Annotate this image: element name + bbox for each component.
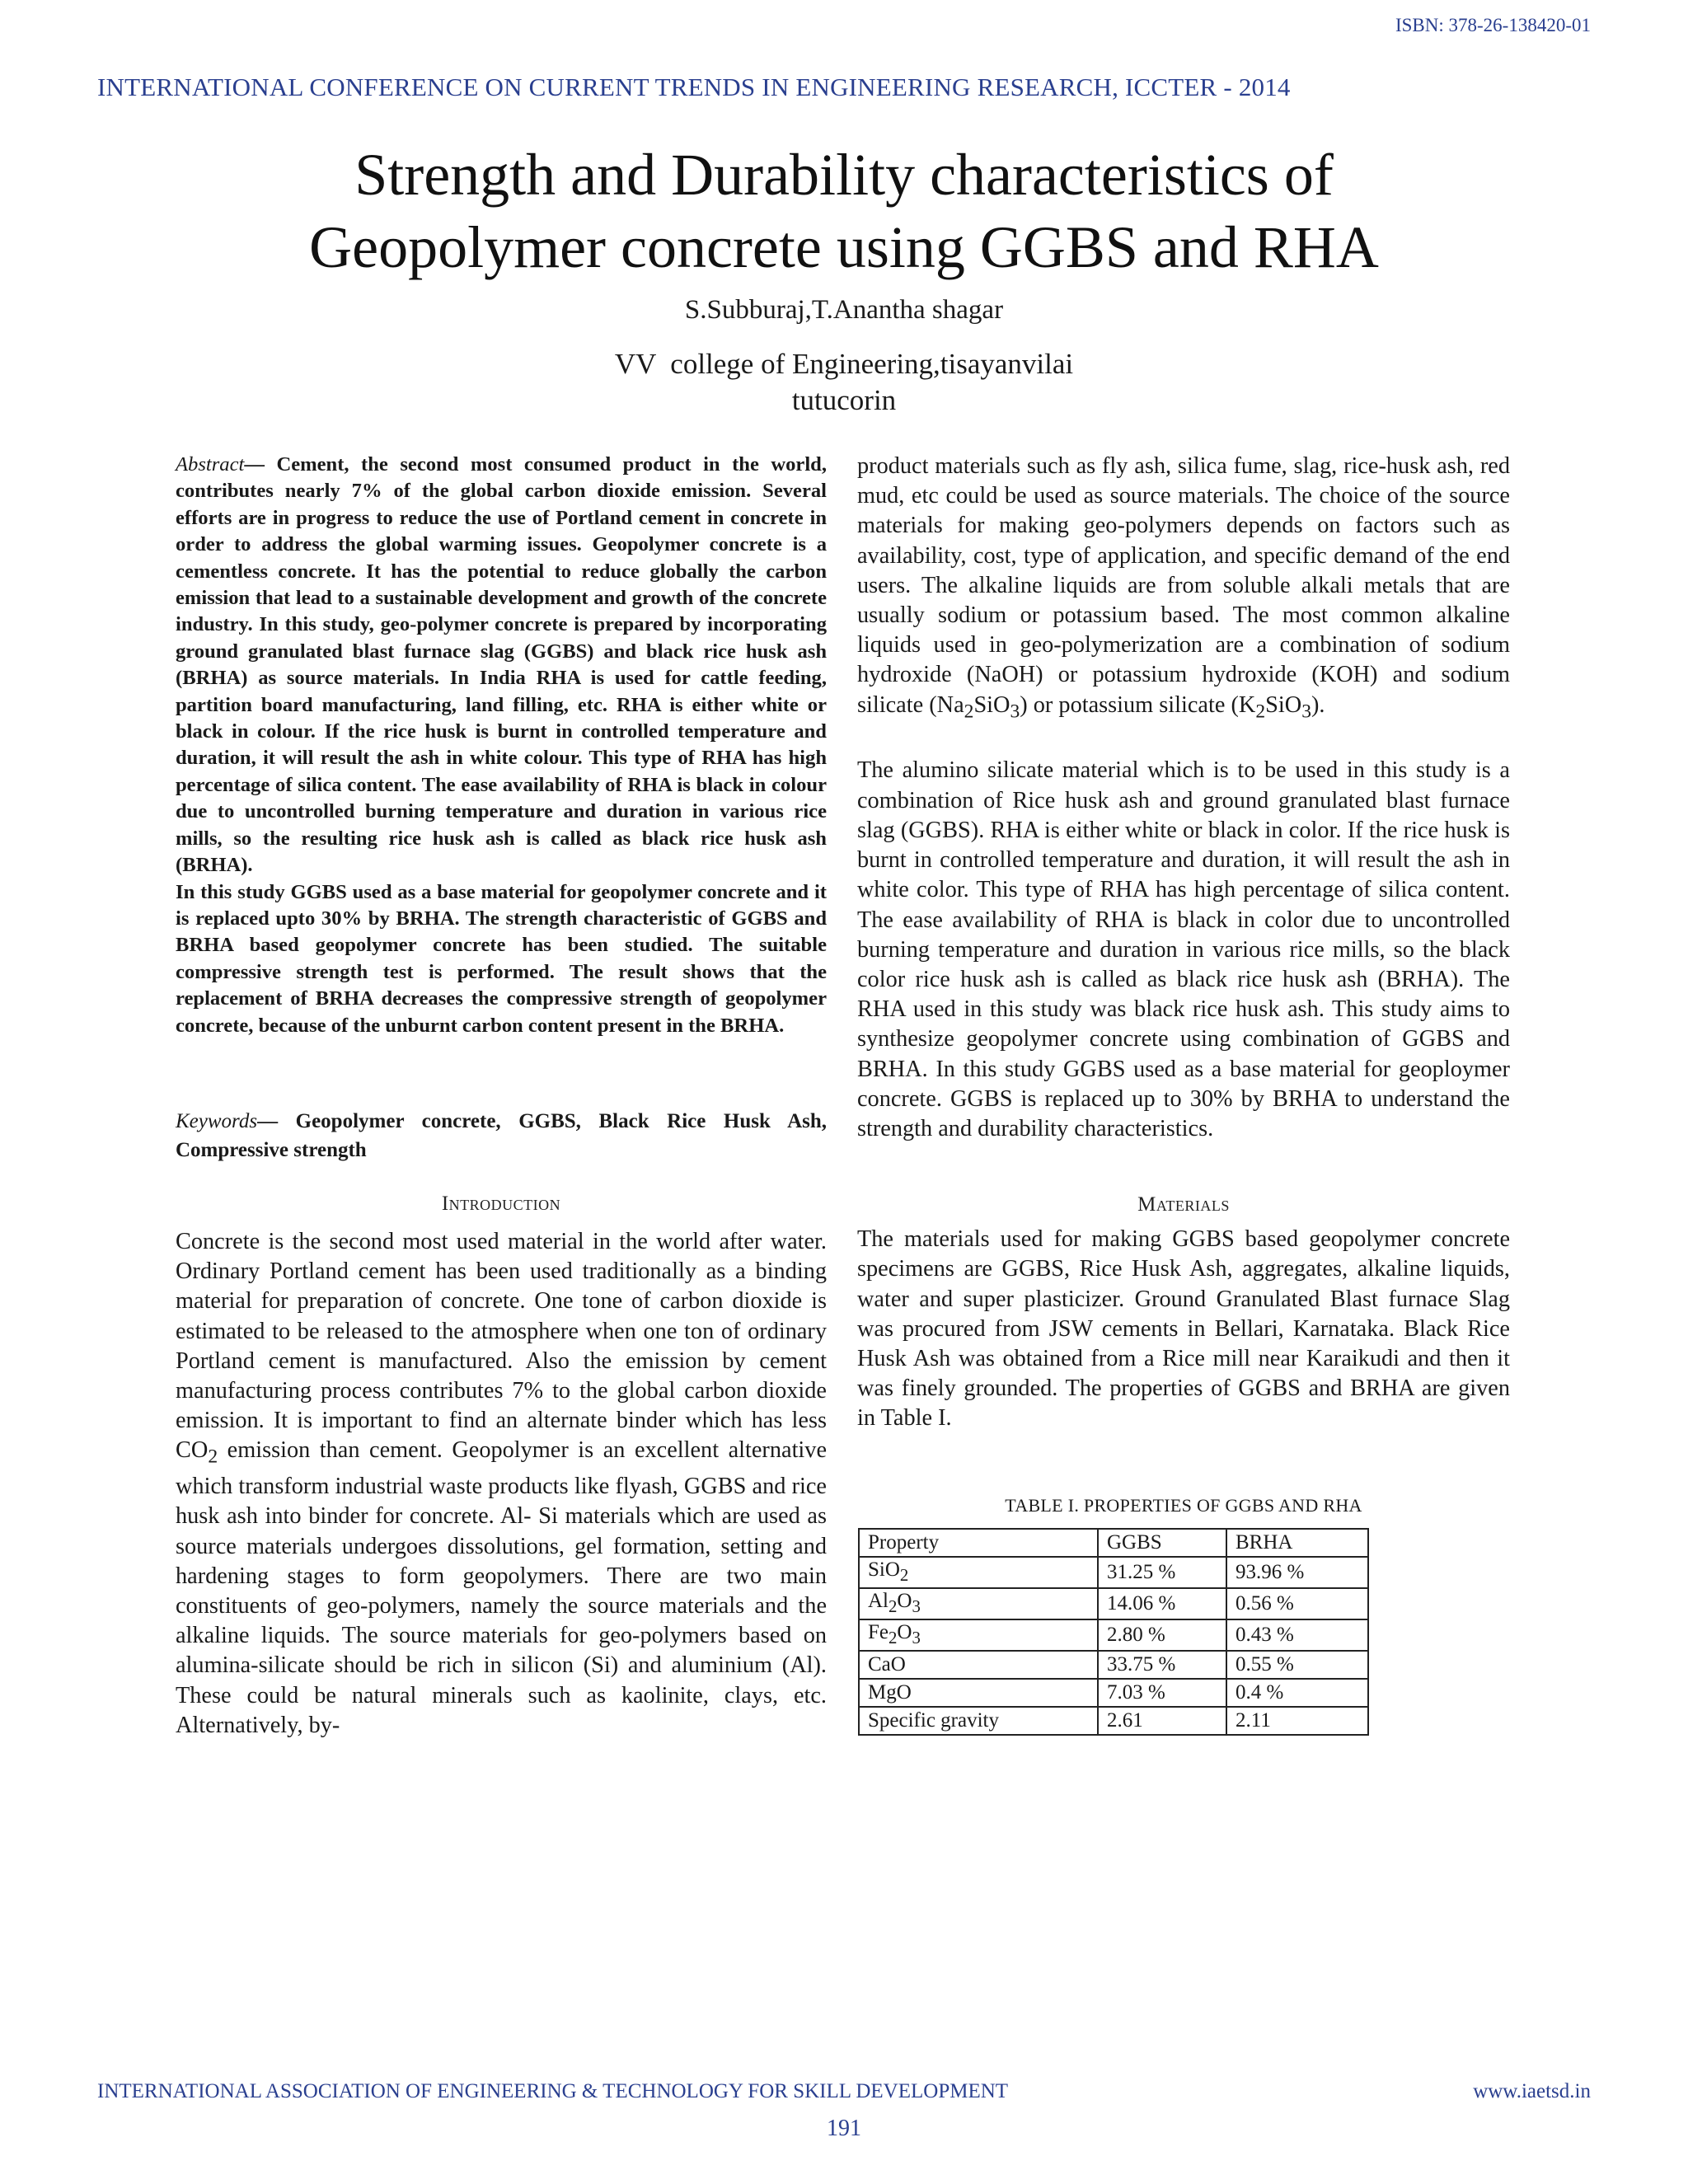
paper-title [0, 138, 1688, 284]
table-row [859, 1557, 1368, 1588]
subscript: 2 [889, 1627, 898, 1647]
abstract-dash: — [244, 453, 277, 476]
table-row [859, 1707, 1368, 1735]
affiliation-line-2: tutucorin [791, 384, 897, 416]
introduction-paragraph [176, 1227, 827, 1741]
right-p1-text-c: ) or potassium silicate (K [1020, 691, 1256, 718]
table-cell-brha: 93.96 % [1226, 1557, 1368, 1588]
subscript: 3 [912, 1596, 921, 1616]
right-p1-text-d: SiO [1265, 691, 1302, 718]
table-row [859, 1588, 1368, 1619]
table-cell-property: MgO [859, 1679, 1098, 1707]
title-line-1: Strength and Durability characteristics of [354, 142, 1334, 208]
property-name-tail: O [897, 1620, 912, 1643]
right-p1-text-b: SiO [973, 691, 1010, 718]
table-cell-property [859, 1557, 1098, 1588]
table-cell-brha: 0.43 % [1226, 1619, 1368, 1651]
conference-header: INTERNATIONAL CONFERENCE ON CURRENT TRENDS IN ENGINEERING RESEARCH, ICCTER - 2014 [97, 73, 1291, 101]
table-cell-ggbs: 2.61 [1098, 1707, 1226, 1735]
subscript: 2 [964, 701, 974, 723]
right-p1-text-e: ). [1311, 691, 1325, 718]
affiliation [0, 346, 1688, 419]
properties-table [858, 1528, 1369, 1736]
title-line-2: Geopolymer concrete using GGBS and RHA [309, 214, 1379, 280]
keywords-text: Geopolymer concrete, GGBS, Black Rice Husk Ash, Compressive strength [176, 1109, 828, 1161]
property-name: Al [868, 1589, 889, 1612]
left-column [176, 452, 827, 1741]
co2-subscript: 2 [208, 1446, 218, 1469]
introduction-text-b: emission than cement. Geopolymer is an excellent alternative which transform industrial waste products like flyash, GGBS and rice husk ash into binder for concrete. Al- Si materials which are used as source materials undergoes dissolutions, gel formation, setting and hardening stages to form geopolymers. There are two main constituents of geo-polymers, namely the source materials and the alkaline liquids. The source materials for geo-polymers based on alumina-silicate should be rich in silicon (Si) and aluminium (Al). These could be natural minerals such as kaolinite, clays, etc. Alternatively, by- [176, 1437, 827, 1738]
right-column [857, 452, 1510, 1736]
table-cell-brha: 0.4 % [1226, 1679, 1368, 1707]
abstract-label: Abstract [176, 453, 245, 476]
table-cell-brha: 0.56 % [1226, 1588, 1368, 1619]
table-cell-ggbs: 31.25 % [1098, 1557, 1226, 1588]
isbn-label: ISBN: 378-26-138420-01 [1395, 15, 1591, 35]
table-header-row [859, 1529, 1368, 1557]
affiliation-line-1: VV college of Engineering,tisayanvilai [614, 348, 1074, 380]
table-row [859, 1619, 1368, 1651]
table-row [859, 1679, 1368, 1707]
materials-paragraph: The materials used for making GGBS based geopolymer concrete specimens are GGBS, Rice Husk Ash, aggregates, alkaline liquids, water and super plasticizer. Ground Granulated Blast furnace Slag was procured from JSW cements in Bellari, Karnataka. Black Rice Husk Ash was obtained from a Rice mill near Karaikudi and then it was finely grounded. The properties of GGBS and BRHA are given in Table I. [857, 1226, 1510, 1432]
table-header-cell: GGBS [1098, 1529, 1226, 1557]
table-cell-brha: 0.55 % [1226, 1651, 1368, 1679]
subscript: 3 [1301, 701, 1311, 723]
table-cell-ggbs: 14.06 % [1098, 1588, 1226, 1619]
authors: S.Subburaj,T.Anantha shagar [684, 295, 1004, 325]
right-paragraph-1 [857, 452, 1510, 726]
property-name-tail: O [897, 1589, 912, 1612]
page-number: 191 [827, 2116, 861, 2141]
table-cell-property [859, 1588, 1098, 1619]
introduction-heading: Introduction [441, 1192, 561, 1215]
subscript: 3 [912, 1627, 921, 1647]
keywords [176, 1107, 827, 1165]
abstract [176, 452, 827, 879]
table-cell-ggbs: 7.03 % [1098, 1679, 1226, 1707]
table-header-cell: Property [859, 1529, 1098, 1557]
materials-heading: Materials [1137, 1193, 1230, 1216]
subscript: 3 [1010, 701, 1020, 723]
footer-association: INTERNATIONAL ASSOCIATION OF ENGINEERING & TECHNOLOGY FOR SKILL DEVELOPMENT [97, 2080, 1009, 2102]
table-cell-ggbs: 2.80 % [1098, 1619, 1226, 1651]
table-caption: TABLE I. PROPERTIES OF GGBS AND RHA [1005, 1494, 1362, 1516]
table-cell-property [859, 1619, 1098, 1651]
table-cell-ggbs: 33.75 % [1098, 1651, 1226, 1679]
keywords-label: Keywords [176, 1109, 258, 1132]
table-cell-property: Specific gravity [859, 1707, 1098, 1735]
subscript: 2 [899, 1564, 909, 1585]
property-name: Fe [868, 1620, 889, 1643]
abstract-text-1: Cement, the second most consumed product in the world, contributes nearly 7% of the global carbon dioxide emission. Several efforts are in progress to reduce the use of Portland cement in concrete in order to address the global warming issues. Geopolymer concrete is a cementless concrete. It has the potential to reduce globally the carbon emission that lead to a sustainable development and growth of the concrete industry. In this study, geo-polymer concrete is prepared by incorporating ground granulated blast furnace slag (GGBS) and black rice husk ash (BRHA) as source materials. In India RHA is used for cattle feeding, partition board manufacturing, land filling, etc. RHA is either white or black in colour. If the rice husk is burnt in controlled temperature and duration, it will result the ash in white colour. This type of RHA has high percentage of silica content. The ease availability of RHA is black in colour due to uncontrolled burning temperature and duration in various rice mills, so the resulting rice husk ash is called as black rice husk ash (BRHA). [176, 453, 827, 877]
subscript: 2 [1255, 701, 1266, 723]
footer-website-link[interactable]: www.iaetsd.in [1473, 2080, 1591, 2102]
introduction-text-a: Concrete is the second most used material in the world after water. Ordinary Portland cement has been used traditionally as a binding material for preparation of concrete. One tone of carbon dioxide is estimated to be released to the atmosphere when one ton of ordinary Portland cement is manufactured. Also the emission by cement manufacturing process contributes 7% to the global carbon dioxide emission. It is important to find an alternate binder which has less CO [176, 1228, 827, 1464]
table-header-cell: BRHA [1226, 1529, 1368, 1557]
table-row [859, 1651, 1368, 1679]
abstract-text-2: In this study GGBS used as a base material for geopolymer concrete and it is replaced upto 30% by BRHA. The strength characteristic of GGBS and BRHA based geopolymer concrete has been studied. The suitable compressive strength test is performed. The result shows that the replacement of BRHA decreases the compressive strength of geopolymer concrete, because of the unburnt carbon content present in the BRHA. [176, 880, 827, 1037]
right-paragraph-2: The alumino silicate material which is to be used in this study is a combination of Rice husk ash and ground granulated blast furnace slag (GGBS). RHA is either white or black in color. If the rice husk is burnt in controlled temperature and duration, it will result the ash in white color. This type of RHA has high percentage of silica content. The ease availability of RHA is black in color due to uncontrolled burning temperature and duration in various rice mills, so the black color rice husk ash is called as black rice husk ash (BRHA). The RHA used in this study was black rice husk ash. This study aims to synthesize geopolymer concrete using combination of GGBS and BRHA. In this study GGBS used as a base material for geoploymer concrete. GGBS is replaced up to 30% by BRHA to understand the strength and durability characteristics. [857, 757, 1510, 1141]
table-cell-property: CaO [859, 1651, 1098, 1679]
table-cell-brha: 2.11 [1226, 1707, 1368, 1735]
keywords-dash: — [257, 1109, 296, 1132]
right-p1-text-a: product materials such as fly ash, silica fume, slag, rice-husk ash, red mud, etc could be used as source materials. The choice of the source materials for making geo-polymers depends on factors such as availability, cost, type of application, and specific demand of the end users. The alkaline liquids are from soluble alkali metals that are usually sodium or potassium based. The most common alkaline liquids used in geo-polymerization are a combination of sodium hydroxide (NaOH) or potassium hydroxide (KOH) and sodium silicate (Na [857, 453, 1510, 718]
abstract-paragraph-2 [176, 879, 827, 1039]
property-name: SiO [868, 1558, 900, 1581]
subscript: 2 [889, 1596, 898, 1616]
